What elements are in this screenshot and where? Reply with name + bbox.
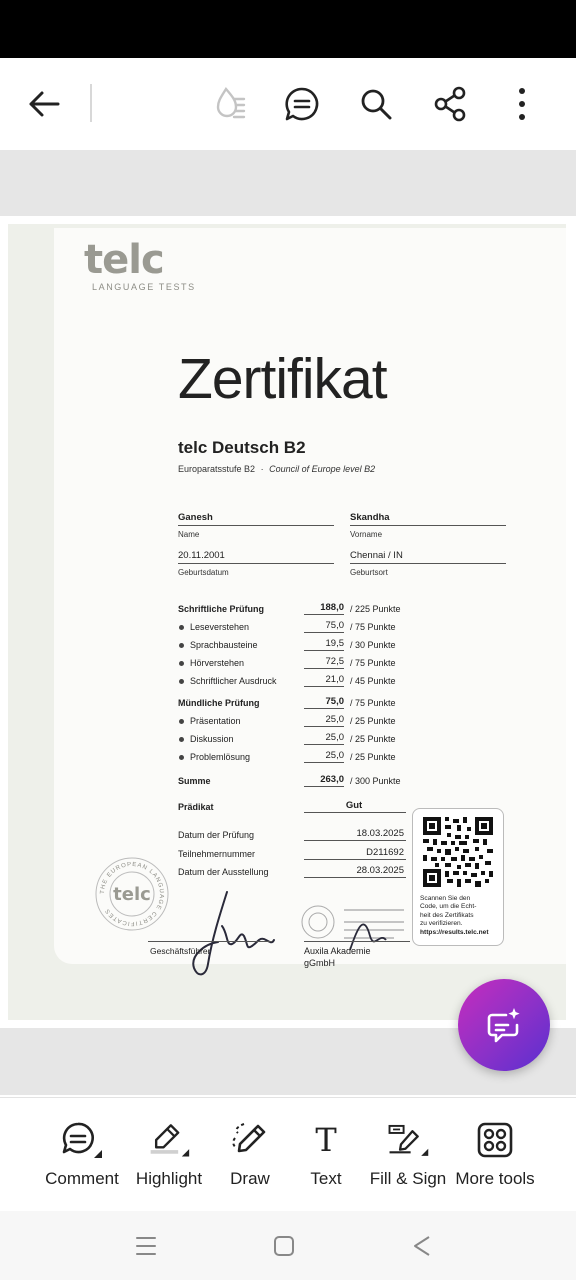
text-tool[interactable] [300, 1120, 352, 1200]
score-row-problem-solving [178, 750, 418, 766]
score-points: 188,0 [304, 602, 344, 615]
recent-apps-button[interactable] [126, 1229, 166, 1263]
signature-line [148, 941, 272, 942]
score-name: Hörverstehen [190, 658, 245, 668]
score-name: Leseverstehen [190, 622, 250, 632]
highlight-icon [147, 1120, 191, 1160]
status-bar [0, 0, 576, 58]
home-square-icon [273, 1235, 295, 1257]
fill-sign-icon [386, 1120, 430, 1160]
score-row-written [178, 602, 418, 618]
score-max: / 75 Punkte [350, 658, 396, 668]
bottom-toolbar [0, 1097, 576, 1211]
bullet-icon [179, 737, 184, 742]
bullet-icon [179, 679, 184, 684]
score-points: 263,0 [304, 774, 344, 787]
score-row-total [178, 774, 418, 790]
bullet-icon [179, 625, 184, 630]
firstname-field [350, 512, 506, 539]
top-toolbar [0, 58, 576, 150]
menu-lines-icon [135, 1235, 157, 1257]
logo-mark: telc [84, 237, 164, 283]
tool-label: More tools [455, 1169, 535, 1188]
predicate-value: Gut [304, 800, 406, 813]
score-max: / 75 Punkte [350, 698, 396, 708]
qr-caption-line: zu verifizieren. [420, 920, 463, 928]
score-name: Präsentation [190, 716, 241, 726]
score-points: 72,5 [304, 656, 344, 669]
qr-code-icon [423, 817, 493, 887]
predicate-row [178, 800, 404, 816]
score-points: 19,5 [304, 638, 344, 651]
pdf-page[interactable] [0, 216, 576, 1028]
certificate-paper [54, 228, 566, 968]
signatory-label: Geschäftsführer [150, 946, 211, 956]
tool-label: Fill & Sign [369, 1169, 447, 1188]
exam-title: telc Deutsch B2 [178, 438, 306, 457]
arrow-left-icon [27, 90, 61, 118]
firstname-label: Vorname [350, 530, 383, 539]
score-row-writing [178, 674, 418, 690]
score-name: Problemlösung [190, 752, 251, 762]
back-triangle-icon [411, 1235, 433, 1257]
score-max: / 225 Punkte [350, 604, 401, 614]
score-name: Schriftlicher Ausdruck [190, 676, 277, 686]
level-en: Council of Europe level B2 [269, 464, 376, 474]
overflow-menu-button[interactable] [498, 80, 546, 128]
exam-date-label: Datum der Prüfung [178, 830, 255, 840]
bullet-icon [179, 755, 184, 760]
institution-name-2: gGmbH [304, 958, 336, 968]
text-icon: T [315, 1121, 337, 1159]
exam-date-row [178, 828, 406, 844]
exam-date-value: 18.03.2025 [304, 828, 406, 841]
logo-subtitle: LANGUAGE TESTS [92, 282, 196, 292]
score-row-discussion [178, 732, 418, 748]
score-max: / 25 Punkte [350, 716, 396, 726]
score-name: Diskussion [190, 734, 234, 744]
score-name: Schriftliche Prüfung [178, 604, 265, 614]
participant-label: Teilnehmernummer [178, 849, 256, 859]
score-points: 25,0 [304, 714, 344, 727]
comment-tool[interactable] [44, 1120, 120, 1200]
score-max: / 25 Punkte [350, 752, 396, 762]
seal-text: telc [113, 884, 151, 905]
system-nav-bar [0, 1211, 576, 1280]
comment-icon [60, 1120, 104, 1160]
tool-label: Draw [230, 1169, 270, 1188]
score-row-grammar [178, 638, 418, 654]
predicate-label: Prädikat [178, 802, 214, 812]
ai-assistant-button[interactable] [458, 979, 550, 1071]
score-points: 25,0 [304, 732, 344, 745]
score-name: Summe [178, 776, 211, 786]
qr-caption-line: Code, um die Echt- [420, 903, 477, 911]
level-separator: · [260, 464, 264, 474]
comments-list-icon [283, 85, 321, 123]
firstname-value: Skandha [350, 512, 506, 526]
seal-ring-text: THE EUROPEAN LANGUAGE CERTIFICATES [99, 861, 165, 927]
dob-value: 20.11.2001 [178, 550, 334, 564]
score-row-listening [178, 656, 418, 672]
search-icon [359, 87, 393, 121]
score-max: / 45 Punkte [350, 676, 396, 686]
score-row-oral [178, 696, 418, 712]
score-points: 75,0 [304, 620, 344, 633]
qr-caption [420, 895, 500, 937]
document-canvas[interactable] [0, 150, 576, 1095]
score-max: / 300 Punkte [350, 776, 401, 786]
back-button[interactable] [20, 80, 68, 128]
fill-sign-tool[interactable] [368, 1120, 448, 1200]
score-points: 25,0 [304, 750, 344, 763]
score-max: / 25 Punkte [350, 734, 396, 744]
liquid-mode-icon [210, 84, 250, 124]
participant-value: D211692 [304, 847, 406, 860]
level-de: Europaratsstufe B2 [178, 464, 256, 474]
share-icon [432, 86, 468, 122]
more-tools[interactable] [454, 1120, 536, 1200]
pob-label: Geburtsort [350, 568, 388, 577]
certificate-title: Zertifikat [178, 347, 387, 411]
highlight-tool[interactable] [132, 1120, 206, 1200]
dob-field [178, 550, 334, 577]
more-tools-icon [477, 1122, 513, 1158]
telc-logo [84, 238, 196, 292]
ai-assistant-icon [484, 1005, 524, 1045]
share-button[interactable] [426, 80, 474, 128]
pob-value: Chennai / IN [350, 550, 506, 564]
qr-caption-line: Scannen Sie den [420, 895, 471, 902]
bullet-icon [179, 661, 184, 666]
toolbar-divider [90, 84, 92, 122]
exam-level [178, 464, 375, 474]
score-row-reading [178, 620, 418, 636]
issue-date-value: 28.03.2025 [304, 865, 406, 878]
liquid-mode-button[interactable] [206, 80, 254, 128]
issue-date-row [178, 865, 406, 881]
issue-date-label: Datum der Ausstellung [178, 867, 269, 877]
score-points: 75,0 [304, 696, 344, 709]
verification-qr [412, 808, 504, 946]
draw-tool[interactable] [222, 1120, 278, 1200]
score-points: 21,0 [304, 674, 344, 687]
seal-icon [94, 856, 170, 932]
bullet-icon [179, 719, 184, 724]
name-label: Name [178, 530, 200, 539]
more-vertical-icon [516, 87, 528, 121]
tool-label: Highlight [135, 1169, 203, 1188]
score-name: Mündliche Prüfung [178, 698, 260, 708]
name-value: Ganesh [178, 512, 334, 526]
score-name: Sprachbausteine [190, 640, 258, 650]
search-button[interactable] [352, 80, 400, 128]
qr-caption-line: heit des Zertifikats [420, 911, 474, 919]
comments-list-button[interactable] [278, 80, 326, 128]
score-max: / 75 Punkte [350, 622, 396, 632]
participant-row [178, 847, 406, 863]
pob-field [350, 550, 506, 577]
telc-seal [94, 856, 170, 932]
home-button[interactable] [264, 1229, 304, 1263]
draw-icon [230, 1120, 270, 1160]
scanned-certificate [8, 224, 566, 1020]
qr-caption-url: https://results.telc.net [420, 928, 489, 936]
score-row-presentation [178, 714, 418, 730]
tool-label: Text [310, 1169, 342, 1188]
dob-label: Geburtsdatum [178, 568, 229, 577]
institution-name-1: Auxila Akademie [304, 946, 371, 956]
bullet-icon [179, 643, 184, 648]
tool-label: Comment [45, 1169, 119, 1188]
system-back-button[interactable] [402, 1229, 442, 1263]
score-max: / 30 Punkte [350, 640, 396, 650]
signature-left [182, 884, 282, 984]
institution-line [304, 941, 410, 942]
name-field [178, 512, 334, 539]
